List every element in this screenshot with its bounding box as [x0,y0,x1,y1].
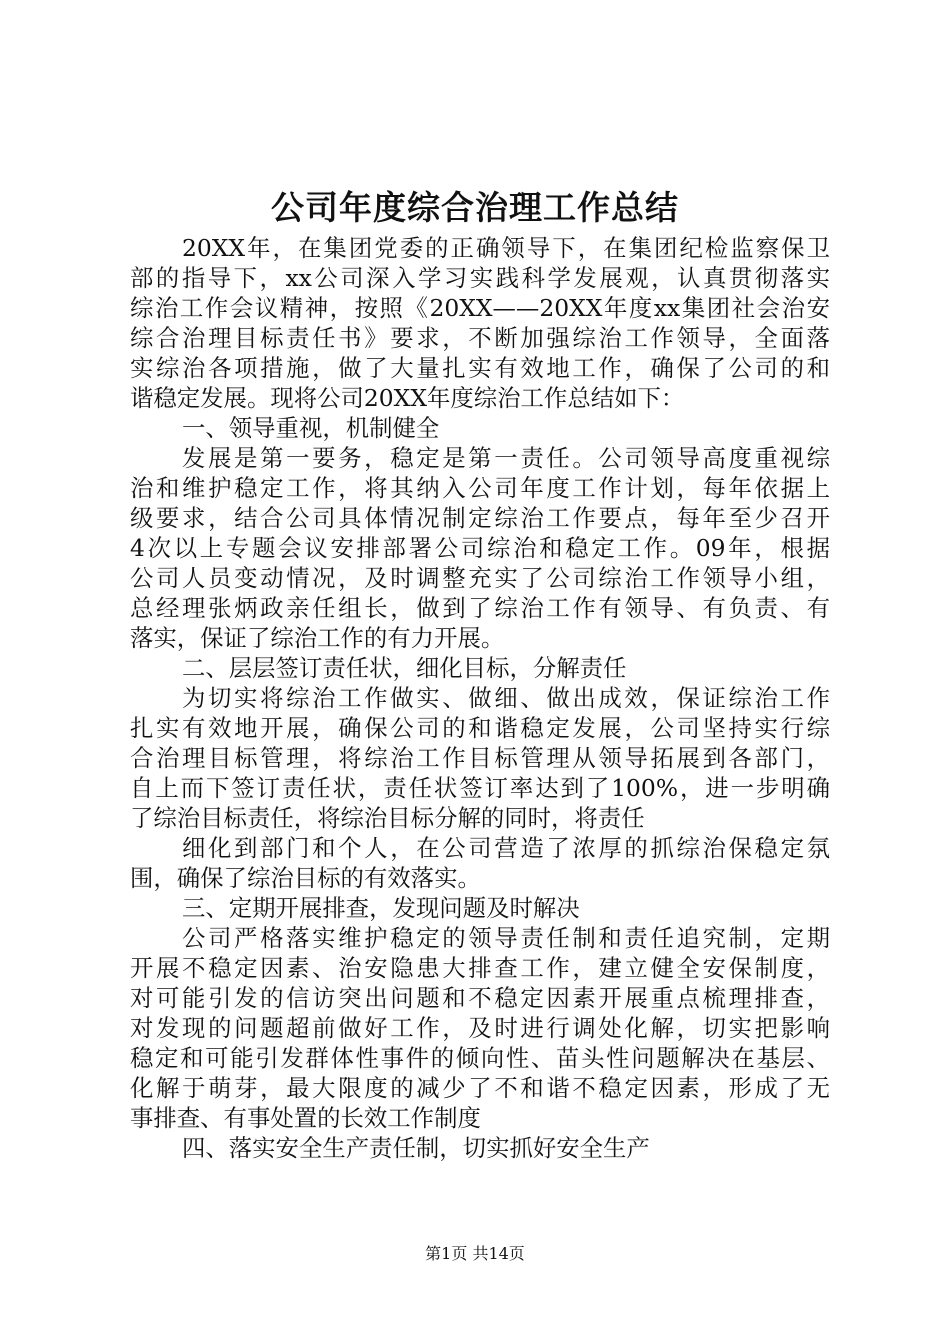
text-line: 20XX年，在集团党委的正确领导下，在集团纪检监察保卫 [182,234,830,262]
text-line: 三、定期开展排查，发现问题及时解决 [182,894,580,922]
text-line: 实综治各项措施，做了大量扎实有效地工作，确保了公司的和 [130,354,830,382]
text-line: 发展是第一要务，稳定是第一责任。公司领导高度重视综 [182,444,830,472]
text-line: 部的指导下，xx公司深入学习实践科学发展观，认真贯彻落实 [130,264,830,292]
text-line: 治和维护稳定工作，将其纳入公司年度工作计划，每年依据上 [130,474,830,502]
text-line: 合治理目标管理，将综治工作目标管理从领导拓展到各部门， [130,744,830,772]
text-line: 四、落实安全生产责任制，切实抓好安全生产 [182,1134,650,1162]
document-body [130,233,830,1163]
text-line: 开展不稳定因素、治安隐患大排查工作，建立健全安保制度， [130,954,830,982]
text-line: 公司人员变动情况，及时调整充实了公司综治工作领导小组， [130,564,830,592]
text-line: 公司严格落实维护稳定的领导责任制和责任追究制，定期 [182,924,830,952]
text-line: 谐稳定发展。现将公司20XX年度综治工作总结如下： [130,384,685,412]
text-line: 综合治理目标责任书》要求，不断加强综治工作领导，全面落 [130,324,830,352]
text-line: 对发现的问题超前做好工作，及时进行调处化解，切实把影响 [130,1014,830,1042]
text-line: 级要求，结合公司具体情况制定综治工作要点，每年至少召开 [130,504,830,532]
text-line: 为切实将综治工作做实、做细、做出成效，保证综治工作 [182,684,830,712]
text-line: 落实，保证了综治工作的有力开展。 [130,624,505,652]
document-title: 公司年度综合治理工作总结 [271,188,679,227]
text-line: 二、层层签订责任状，细化目标，分解责任 [182,654,627,682]
text-line: 自上而下签订责任状，责任状签订率达到了100%，进一步明确 [130,774,830,802]
text-line: 扎实有效地开展，确保公司的和谐稳定发展，公司坚持实行综 [130,714,830,742]
text-line: 综治工作会议精神，按照《20XX——20XX年度xx集团社会治安 [130,294,830,322]
page-footer: 第1页 共14页 [425,1244,525,1263]
text-line: 4次以上专题会议安排部署公司综治和稳定工作。09年，根据 [130,534,830,562]
text-line: 了综治目标责任，将综治目标分解的同时，将责任 [130,804,645,832]
text-line: 事排查、有事处置的长效工作制度 [130,1104,481,1132]
text-line: 围，确保了综治目标的有效落实。 [130,864,481,892]
text-line: 细化到部门和个人，在公司营造了浓厚的抓综治保稳定氛 [182,834,830,862]
text-line: 一、领导重视，机制健全 [182,414,440,442]
text-line: 化解于萌芽，最大限度的减少了不和谐不稳定因素，形成了无 [130,1074,830,1102]
text-line: 稳定和可能引发群体性事件的倾向性、苗头性问题解决在基层、 [130,1044,830,1072]
text-line: 对可能引发的信访突出问题和不稳定因素开展重点梳理排查， [130,984,830,1012]
text-line: 总经理张炳政亲任组长，做到了综治工作有领导、有负责、有 [130,594,830,622]
